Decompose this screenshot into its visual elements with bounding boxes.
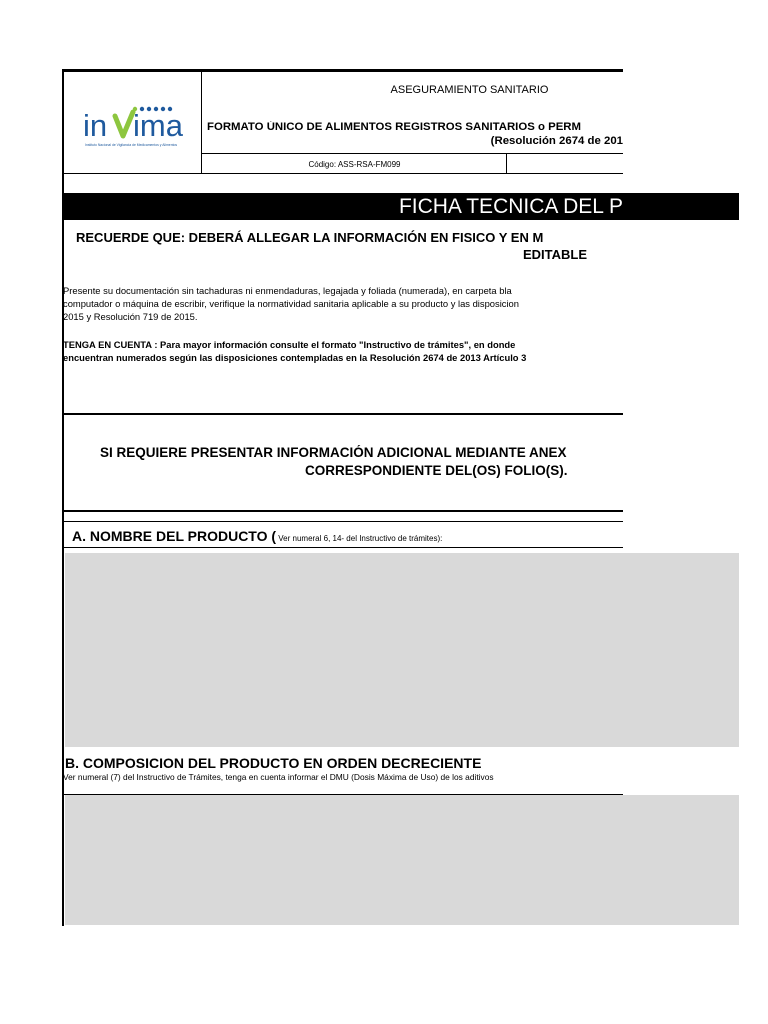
title-banner: [63, 193, 739, 220]
format-code: Código: ASS-RSA-FM099: [308, 160, 401, 169]
header-row-border: [202, 153, 623, 154]
section-b-note: Ver numeral (7) del Instructivo de Trámites, tenga en cuenta informar el DMU (Dosis Máxima de Uso) de los aditivos: [63, 772, 494, 782]
banner-title: FICHA TECNICA DEL P: [398, 195, 623, 218]
invima-logo: [75, 82, 191, 158]
section-b-title: B. COMPOSICION DEL PRODUCTO EN ORDEN DECRECIENTE: [65, 755, 482, 771]
section-a-top-border: [63, 521, 623, 522]
instructions-line-2: computador o máquina de escribir, verifique la normatividad sanitaria aplicable a su producto y las disposicion: [63, 298, 519, 309]
section-a-title-border: [63, 547, 623, 548]
code-cell-border: [506, 153, 507, 173]
composition-field[interactable]: [65, 795, 739, 925]
instructions-bottom-border: [63, 413, 623, 415]
additional-info-line-2: CORRESPONDIENTE DEL(OS) FOLIO(S).: [305, 463, 568, 478]
note-line-2: encuentran numerados según las disposiciones contempladas en la Resolución 2674 de 2013 Artículo 3: [63, 352, 527, 363]
reminder-line-2: EDITABLE: [523, 247, 588, 262]
additional-bottom-border: [63, 510, 623, 512]
note-line-1: TENGA EN CUENTA : Para mayor información consulte el formato "Instructivo de trámites", en donde: [63, 339, 516, 350]
svg-text:Instituto Nacional de Vigilanc: Instituto Nacional de Vigilancia de Medicamentos y Alimentos: [85, 143, 178, 147]
logo-cell: [65, 72, 201, 172]
department-title: ASEGURAMIENTO SANITARIO: [390, 84, 549, 96]
instructions-line-3: 2015 y Resolución 719 de 2015.: [63, 311, 198, 322]
format-resolution: (Resolución 2674 de 201: [490, 135, 623, 147]
header-bottom-border: [63, 173, 623, 174]
additional-info-line-1: SI REQUIERE PRESENTAR INFORMACIÓN ADICIONAL MEDIANTE ANEX: [100, 445, 567, 460]
product-name-field[interactable]: [65, 553, 739, 747]
reminder-line-1: RECUERDE QUE: DEBERÁ ALLEGAR LA INFORMACIÓN EN FISICO Y EN M: [76, 230, 544, 245]
logo-right-border: [201, 71, 202, 173]
instructions-line-1: Presente su documentación sin tachaduras ni enmendaduras, legajada y foliada (numerada), en carpeta bla: [63, 285, 512, 296]
svg-text:in: in: [83, 108, 108, 143]
svg-text:ima: ima: [133, 108, 183, 143]
format-title: FORMATO ÚNICO DE ALIMENTOS REGISTROS SANITARIOS o PERM: [207, 121, 582, 133]
invima-logo-graphic: [75, 82, 191, 158]
section-a-note: Ver numeral 6, 14- del Instructivo de trámites):: [276, 534, 443, 543]
section-a-title: A. NOMBRE DEL PRODUCTO (: [72, 528, 277, 544]
section-a-heading: [72, 528, 622, 544]
